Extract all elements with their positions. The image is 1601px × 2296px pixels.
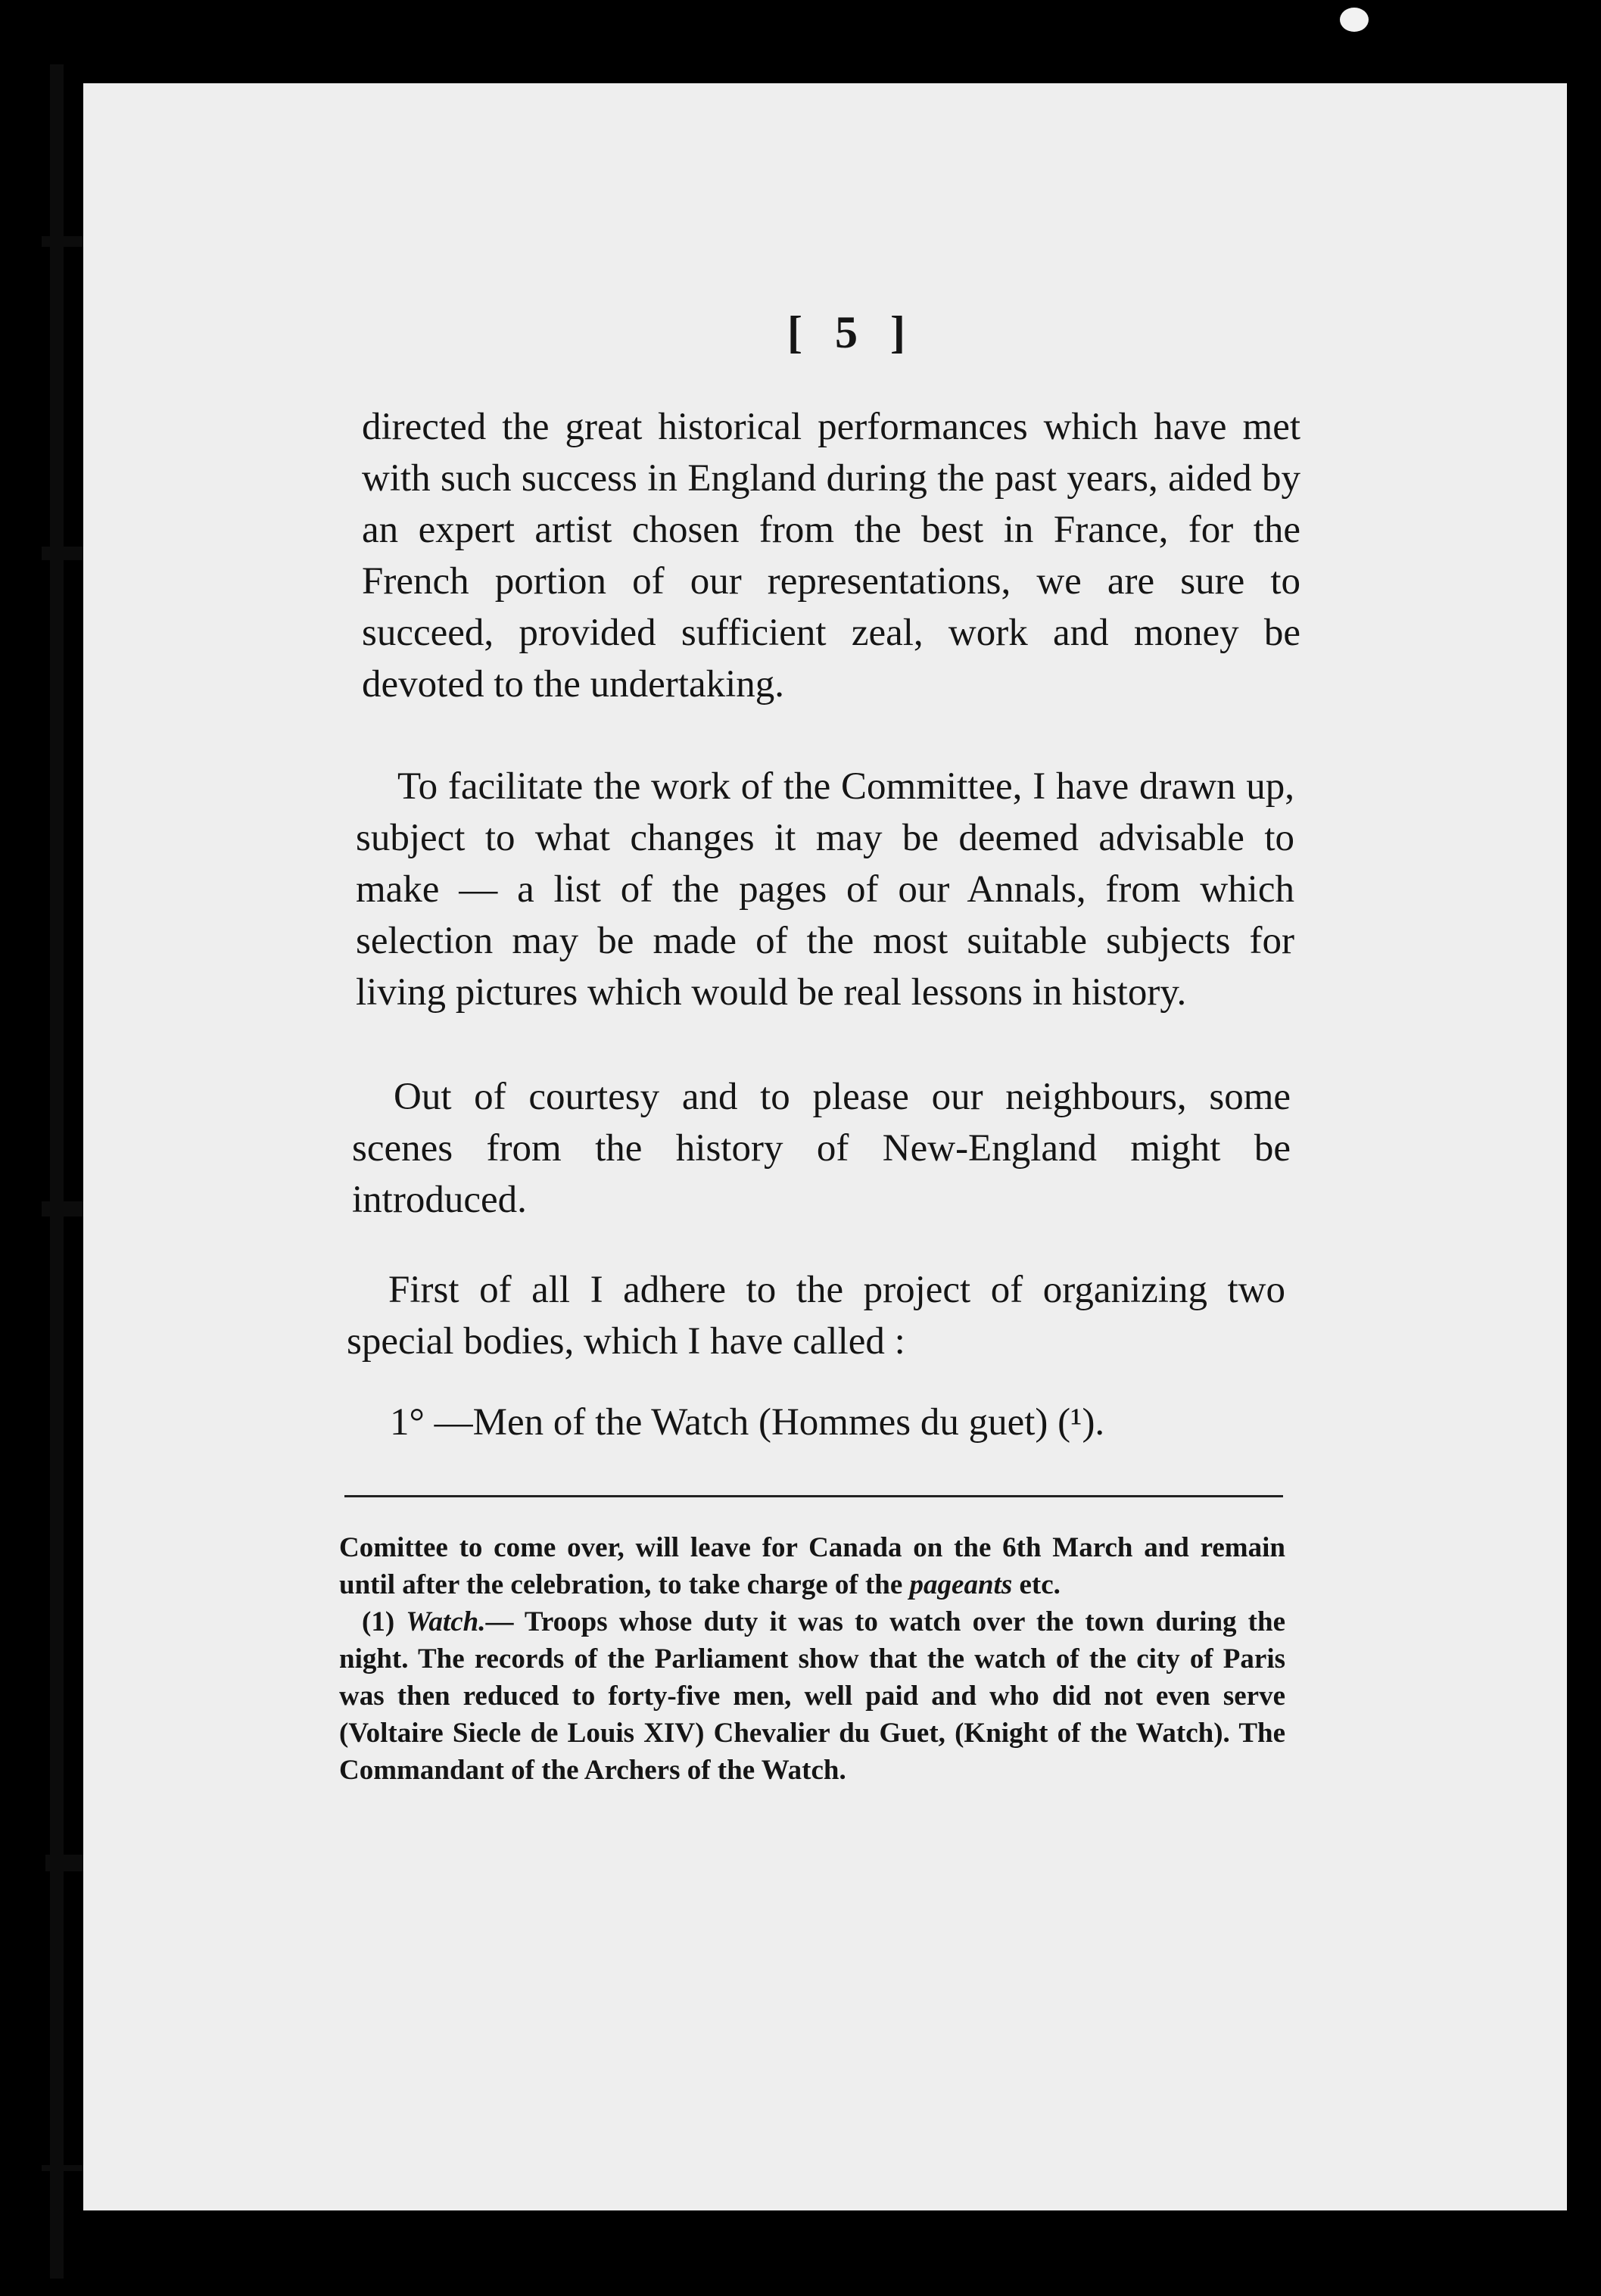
list-item: 1° —Men of the Watch (Hommes du guet) (¹). bbox=[390, 1401, 1105, 1444]
footnote-text: Comittee to come over, will leave for Canada on the 6th March and remain until after the celebration, to take charge of the bbox=[339, 1532, 1285, 1600]
paragraph: To facilitate the work of the Committee, I have drawn up, subject to what changes it may be deemed advisable to make — a list of the pages of our Annals, from which selection may be made of the most suitable subjects for living pictures which would be real lessons in history. bbox=[356, 765, 1294, 1014]
scan-artifact bbox=[1340, 8, 1369, 32]
paragraph: Out of courtesy and to please our neighbours, some scenes from the history of New-England might be introduced. bbox=[352, 1076, 1291, 1221]
paragraph: First of all I adhere to the project of organizing two special bodies, which I have called : bbox=[347, 1269, 1285, 1363]
footnotes bbox=[339, 1529, 1285, 1789]
footnote-1 bbox=[339, 1603, 1285, 1789]
footnote-marker: (1) bbox=[362, 1606, 395, 1637]
footnote-divider bbox=[344, 1495, 1283, 1497]
page-number: [ 5 ] bbox=[787, 307, 916, 357]
footnote-text: etc. bbox=[1019, 1569, 1061, 1600]
binding-mark bbox=[42, 236, 87, 247]
binding-edge bbox=[50, 64, 64, 2279]
footnote-text: — Troops whose duty it was to watch over the town during the night. The records of the Parliament show that the watch of the city of Paris was then reduced to forty-five men, well paid and who did not even serve (Voltaire Siecle de Louis XIV) Chevalier du Guet, (Knight of the Watch). The Commandant of the Archers of the Watch. bbox=[339, 1606, 1286, 1786]
footnote-italic: pageants bbox=[909, 1569, 1013, 1600]
paragraph: directed the great historical performances which have met with such success in England during the past years, aided by an expert artist chosen from the best in France, for the French portion of our representations, we are sure to succeed, provided sufficient zeal, work and money be devoted to the undertaking. bbox=[362, 406, 1300, 706]
footnote-continuation bbox=[339, 1529, 1285, 1603]
footnote-term: Watch. bbox=[406, 1606, 486, 1637]
